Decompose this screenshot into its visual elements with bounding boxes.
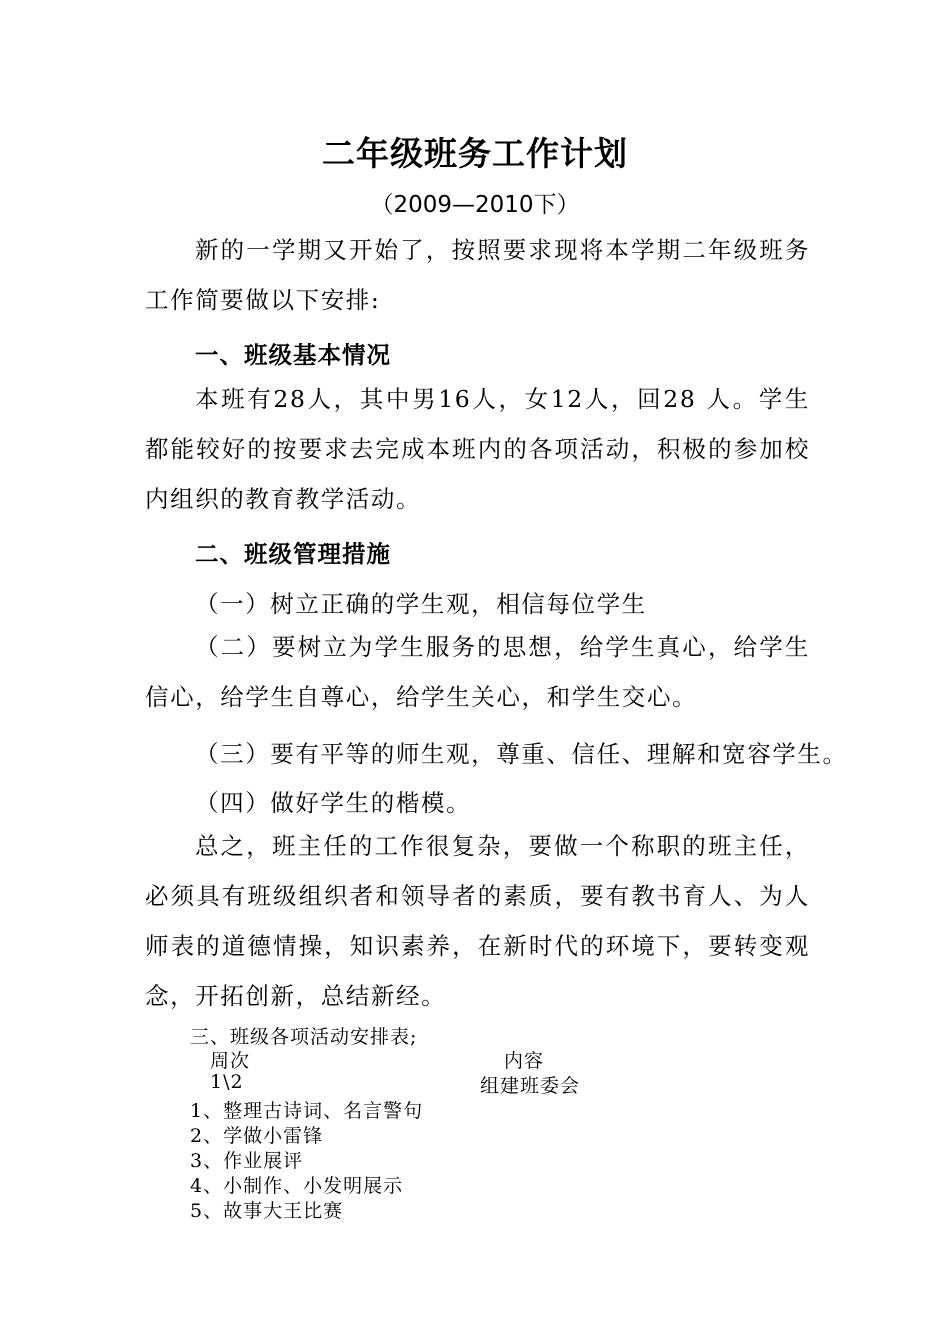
section2-item-1: （一）树立正确的学生观，相信每位学生 [195,590,647,618]
activity-list-item: 5、故事大王比赛 [190,1200,344,1222]
section2-item-2: （二）要树立为学生服务的思想，给学生真心，给学生信心，给学生自尊心，给学生关心，和学生交心。 [145,633,810,711]
table-row-week: 1\2 [210,1071,244,1093]
table-header-week: 周次 [210,1050,251,1072]
activity-list-item: 1、整理古诗词、名言警句 [190,1100,424,1122]
document-title: 二年级班务工作计划 [322,134,628,173]
section2-item-3: （三）要有平等的师生观，尊重、信任、理解和宽容学生。 [195,740,848,768]
activity-list-item: 3、作业展评 [190,1150,304,1172]
section1-paragraph: 本班有28人，其中男16人，女12人，回28 人。学生都能较好的按要求去完成本班内的各项活动，积极的参加校内组织的教育教学活动。 [145,385,810,513]
activity-list-item: 4、小制作、小发明展示 [190,1175,404,1197]
section1-heading: 一、班级基本情况 [195,341,391,369]
table-row-content: 组建班委会 [480,1075,581,1097]
activity-list-item: 2、学做小雷锋 [190,1125,324,1147]
section2-heading: 二、班级管理措施 [195,540,391,568]
summary-paragraph: 总之，班主任的工作很复杂，要做一个称职的班主任，必须具有班级组织者和领导者的素质，要有教书育人、为人师表的道德情操，知识素养，在新时代的环境下，要转变观念，开拓创新，总结新经。 [145,832,810,1010]
document-subtitle: （2009—2010下） [370,192,580,218]
section3-heading: 三、班级各项活动安排表; [190,1026,418,1048]
table-header-content: 内容 [504,1050,545,1072]
intro-paragraph: 新的一学期又开始了，按照要求现将本学期二年级班务工作简要做以下安排: [145,236,810,314]
section2-item-4: （四）做好学生的楷模。 [195,789,472,817]
